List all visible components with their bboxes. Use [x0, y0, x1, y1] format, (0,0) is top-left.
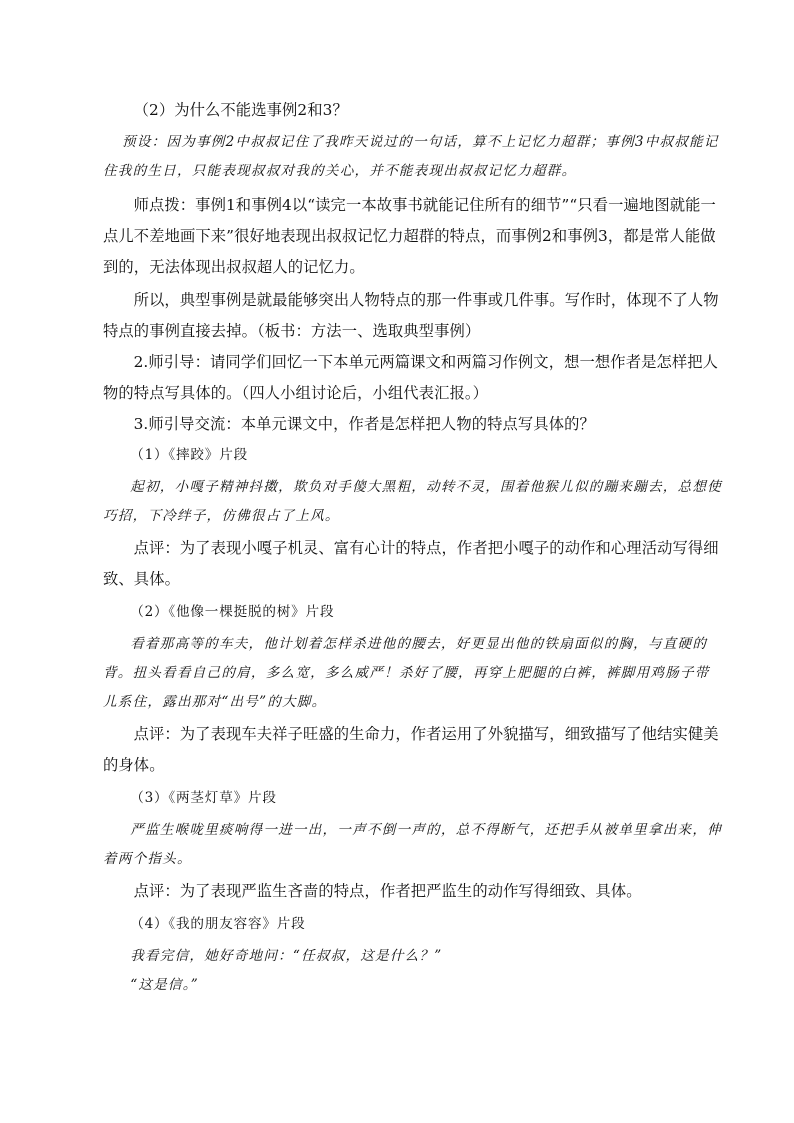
excerpt-1-comment: 点评：为了表现小嘎子机灵、富有心计的特点，作者把小嘎子的动作和心理活动写得细致、具体。	[103, 539, 719, 588]
excerpt-4-text-line-2: “这是信。”	[130, 977, 199, 993]
excerpt-2-heading: （2）《他像一棵挺脱的树》片段	[130, 604, 335, 620]
excerpt-1-text: 起初，小嘎子精神抖擞，欺负对手傻大黑粗，动转不灵，围着他猴儿似的蹦来蹦去，总想使巧招，下冷绊子，仿佛很占了上风。	[103, 479, 722, 524]
excerpt-3-heading: （3）《两茎灯草》片段	[130, 790, 277, 806]
excerpt-1-heading: （1）《摔跤》片段	[130, 447, 248, 463]
excerpt-4-heading: （4）《我的朋友容容》片段	[130, 916, 306, 932]
teacher-point: 师点拨：事例1和事例4以“读完一本故事书就能记住所有的细节”“只看一遍地图就能一点儿不差地画下来”很好地表现出叔叔记忆力超群的特点，而事例2和事例3，都是常人能做到的，无法体现出叔叔超人的记忆力。	[103, 196, 716, 276]
question-2: （2）为什么不能选事例2和3？	[133, 101, 348, 119]
lesson-content	[103, 95, 723, 1000]
excerpt-3-comment: 点评：为了表现严监生吝啬的特点，作者把严监生的动作写得细致、具体。	[133, 882, 642, 900]
excerpt-2-comment: 点评：为了表现车夫祥子旺盛的生命力，作者运用了外貌描写，细致描写了他结实健美的身体。	[103, 725, 719, 774]
conclusion-paragraph: 所以，典型事例是就最能够突出人物特点的那一件事或几件事。写作时，体现不了人物特点的事例直接去掉。（板书：方法一、选取典型事例）	[103, 291, 719, 340]
excerpt-2-text: 看着那高等的车夫，他计划着怎样杀进他的腰去，好更显出他的铁扇面似的胸，与直硬的背。扭头看看自己的肩，多么宽，多么威严！杀好了腰，再穿上肥腿的白裤，裤脚用鸡肠子带儿系住，露出那对“出号”的大脚。	[103, 636, 710, 710]
preset-answer: 预设：因为事例2中叔叔记住了我昨天说过的一句话，算不上记忆力超群；事例3中叔叔能记住我的生日，只能表现叔叔对我的关心，并不能表现出叔叔记忆力超群。	[103, 134, 719, 179]
guide-step-2: 2.师引导：请同学们回忆一下本单元两篇课文和两篇习作例文，想一想作者是怎样把人物的特点写具体的。（四人小组讨论后，小组代表汇报。）	[103, 353, 719, 402]
excerpt-3-text: 严监生喉咙里痰响得一进一出，一声不倒一声的，总不得断气，还把手从被单里拿出来，伸着两个指头。	[103, 822, 722, 867]
excerpt-4-text-line-1: 我看完信，她好奇地问：“任叔叔，这是什么？”	[130, 948, 443, 964]
guide-step-3: 3.师引导交流：本单元课文中，作者是怎样把人物的特点写具体的？	[133, 415, 595, 433]
